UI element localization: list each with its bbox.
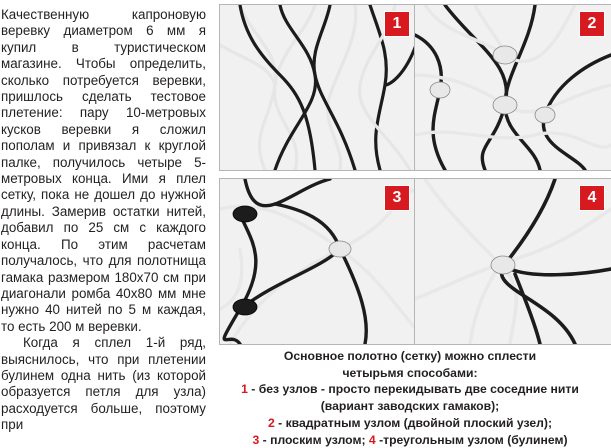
photo-number-badge: 3 [384,185,410,211]
article-text [1,7,206,434]
caption-number: 3 [252,432,260,447]
photo-number-badge: 4 [579,185,605,211]
caption-number: 2 [267,415,275,430]
caption-item-1 [210,381,610,398]
caption-text: -треугольным узлом (булинем) [375,432,568,447]
caption-line-2: четырьмя способами: [342,365,478,380]
photo-number-badge: 1 [384,11,410,37]
caption-item-1-note: (вариант заводских гамаков); [320,399,500,414]
article-paragraph-1: Качественную капроновую веревку диаметром 6 мм я купил в туристическом магазине. Чтобы определить, сколько потребуется веревки, пришлось сделать тестовое плетение: пару 10-метровых кусков веревки я сложил пополам и привязал к круглой палке, получилось четыре 5-метровых конца. Ими я плел сетку, пока не дошел до нужной длины. Замерив остатки нитей, добавил по 25 см с каждого конца. По этим расчетам получалось, что для полотнища гамака размером 180х70 см при диагонали ромба 40х80 мм мне нужно 40 нитей по 5 м каждая, то есть 200 м веревки. [1,7,206,334]
caption-text: - квадратным узлом (двойной плоский узел); [274,415,553,430]
photo-number-badge: 2 [579,11,605,37]
caption-item-3-4 [210,432,610,448]
photo-bowline-knot [414,178,611,345]
caption-number: 1 [241,382,248,397]
photo-square-knot [414,4,611,171]
photo-no-knots [219,4,417,171]
caption-line-1: Основное полотно (сетку) можно сплести [283,349,537,363]
caption-number: 4 [368,432,376,447]
caption-text: - без узлов - просто перекидывать две соседние нити [247,382,579,397]
photo-flat-knot [219,178,417,345]
article-paragraph-2: Когда я сплел 1-й ряд, выяснилось, что при плетении булинем одна нить (из которой образуется петля для узла) расходуется больше, поэтому при [1,335,206,433]
caption-item-2 [210,415,610,432]
photo-caption [210,348,610,448]
caption-text: - плоским узлом; [259,432,369,447]
